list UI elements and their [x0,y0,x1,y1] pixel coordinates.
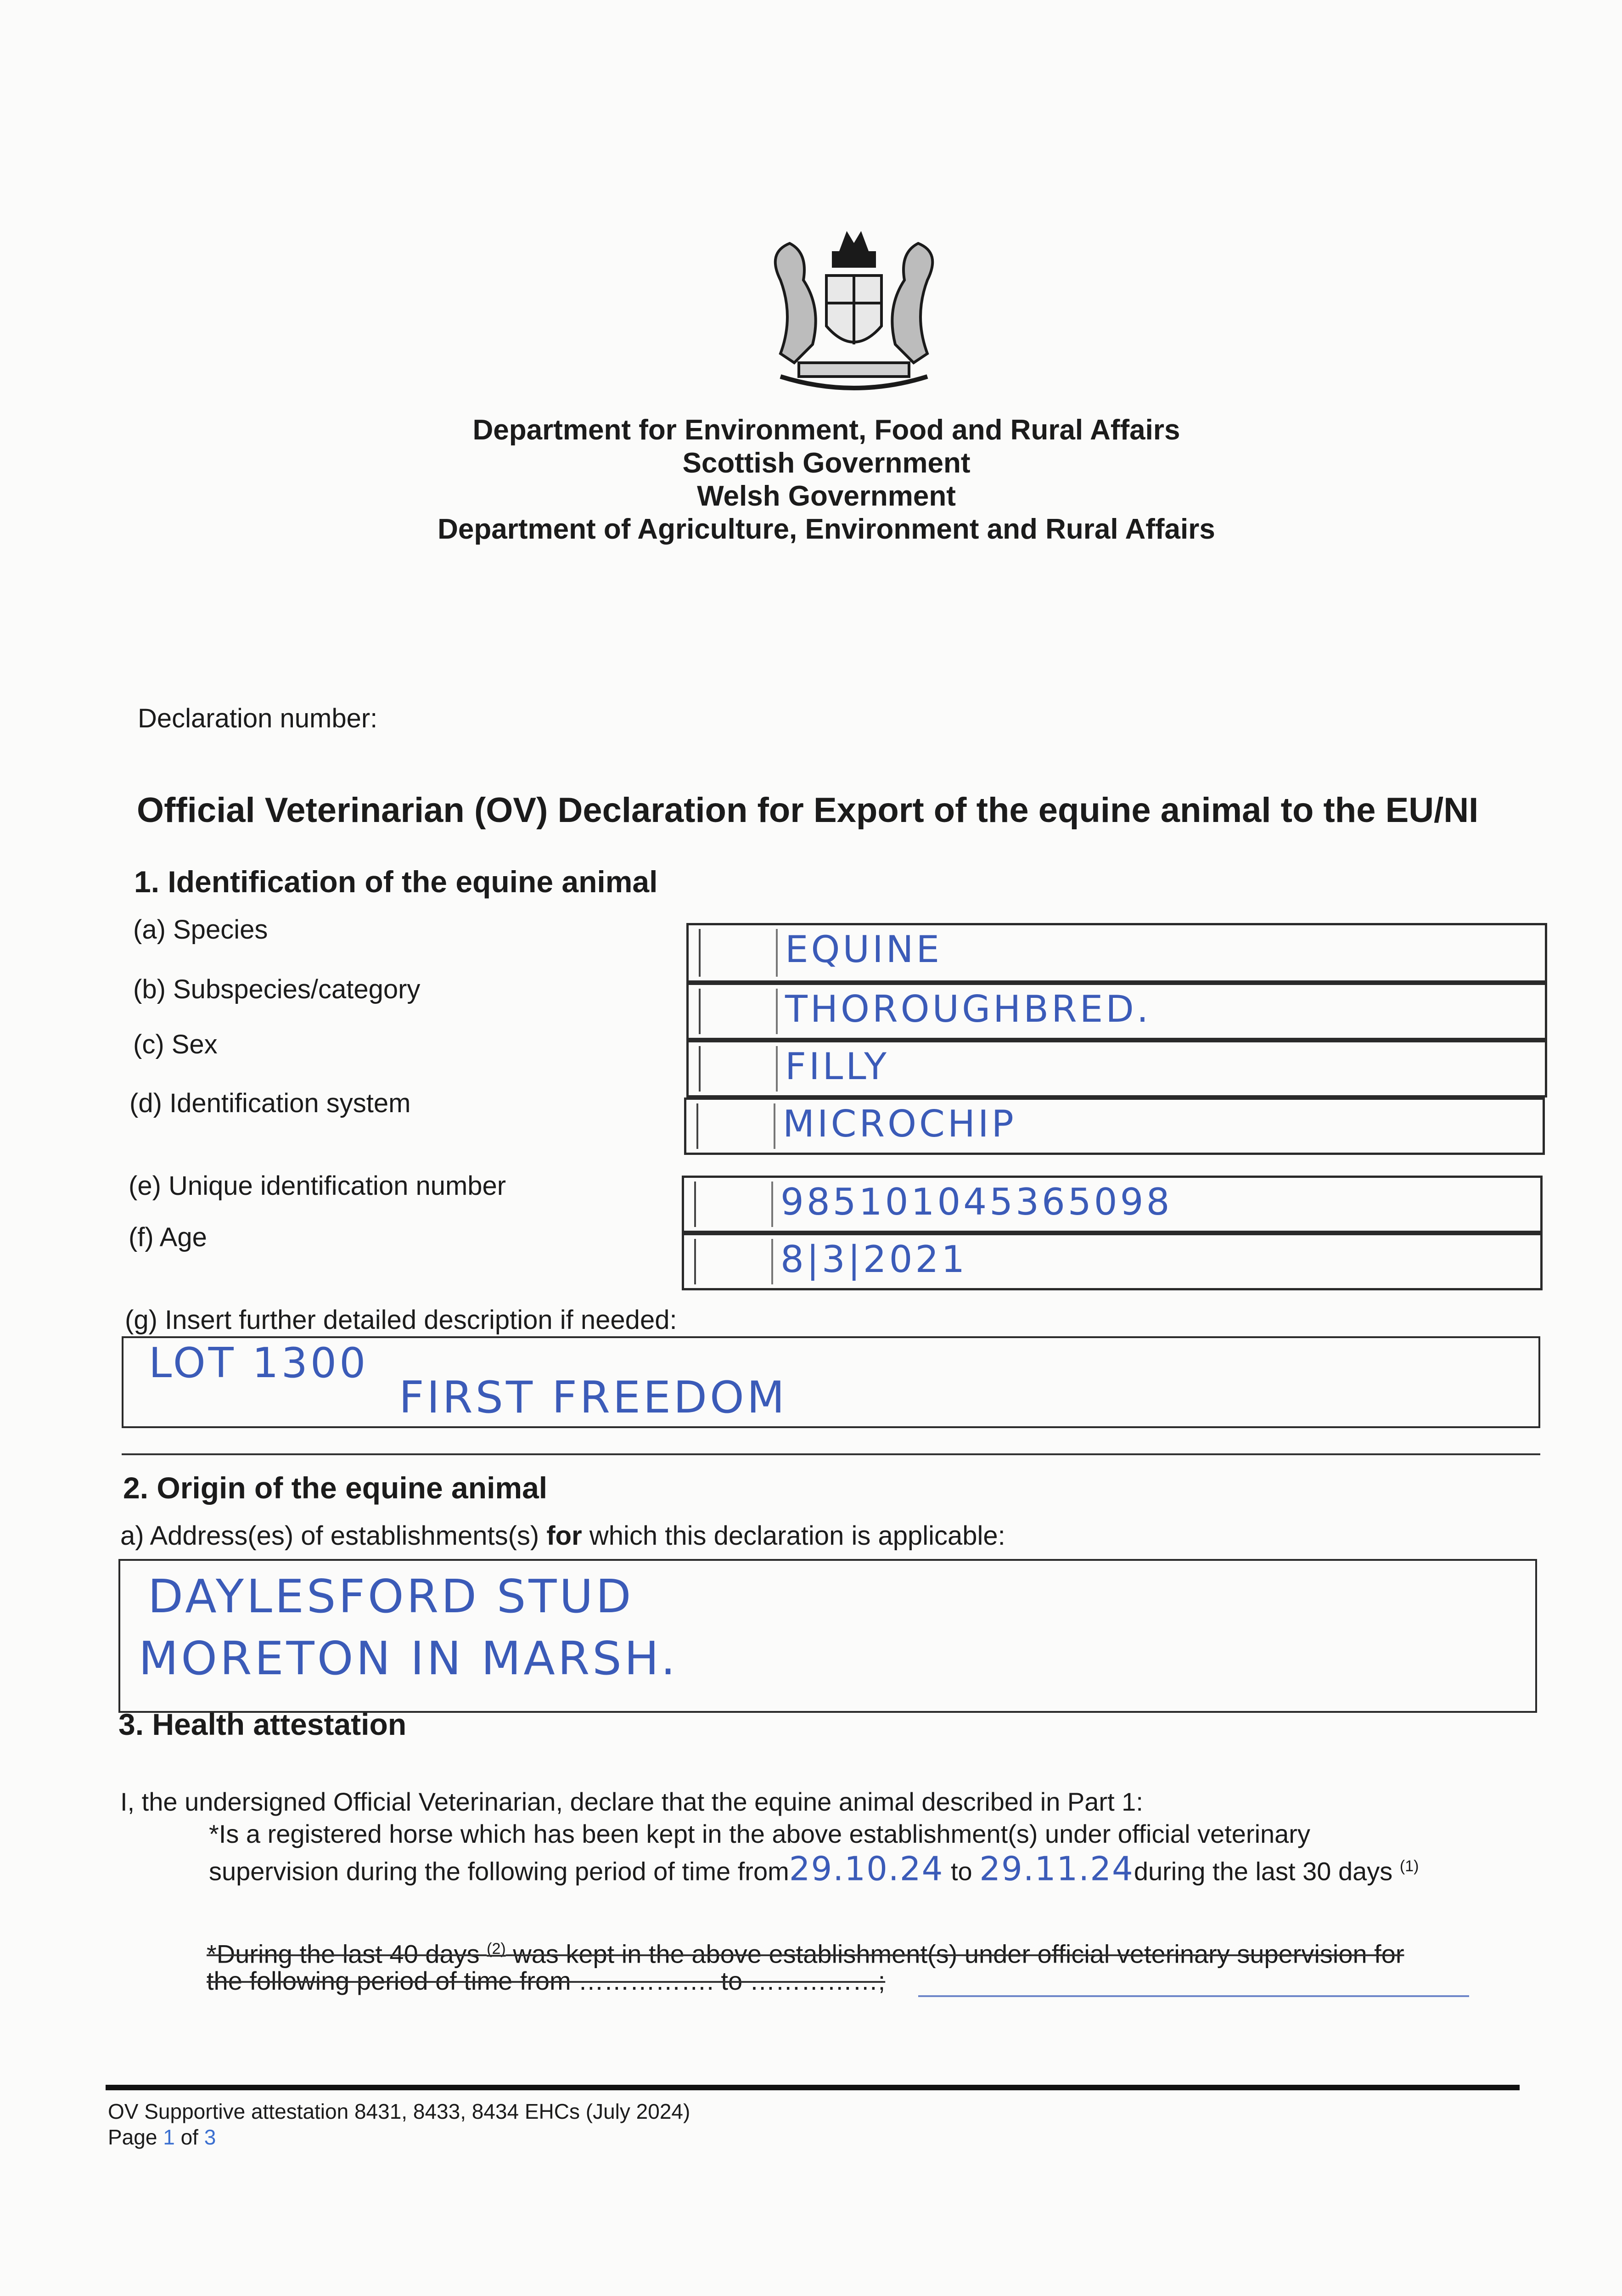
field-value-species: EQUINE [785,928,943,971]
attestation-para2-line1 [207,1933,1404,1970]
footnote-1: (1) [1399,1857,1419,1875]
field-box-species [686,923,1547,983]
address-line1: DAYLESFORD STUD [148,1570,634,1623]
field-label-sex: (c) Sex [133,1030,218,1059]
section-divider [122,1453,1540,1455]
field-label-species: (a) Species [133,915,268,945]
field-label-subspecies: (b) Subspecies/category [133,974,421,1004]
footer-rule [106,2085,1520,2090]
field-value-uid: 985101045365098 [780,1181,1173,1223]
health-intro: I, the undersigned Official Veterinarian, declare that the equine animal described in Part 1: [120,1787,1143,1816]
field-label-id-system: (d) Identification system [129,1088,411,1118]
dept-line-1: Department for Environment, Food and Rural Affairs [472,414,1180,446]
date-to-value: 29.11.24 [979,1849,1134,1888]
attestation-para1-line2 [209,1851,1419,1887]
royal-coat-of-arms-icon [753,225,955,400]
section2-heading: 2. Origin of the equine animal [123,1471,548,1505]
address-label-post: which this declaration is applicable: [589,1521,1005,1551]
handwritten-strike-line [918,1995,1469,1997]
field-value-sex: FILLY [785,1045,889,1088]
address-label-bold: for [546,1521,582,1551]
dept-line-3: Welsh Government [697,480,956,512]
footnote-2: (2) [487,1940,506,1958]
field-value-id-system: MICROCHIP [783,1103,1016,1145]
address-label [120,1520,1005,1552]
field-box-subspecies [686,983,1547,1040]
para2-last40-text: *During the last 40 days [207,1939,480,1969]
date-from-value: 29.10.24 [789,1849,944,1888]
declaration-number-label: Declaration number: [138,703,378,733]
page-total: 3 [204,2125,216,2149]
page-word: Page [108,2125,157,2149]
field-box-uid [682,1176,1543,1233]
of-word: of [180,2125,198,2149]
dept-line-4: Department of Agriculture, Environment and Rural Affairs [438,513,1215,545]
field-label-uid: (e) Unique identification number [129,1171,506,1201]
footer-page [108,2124,216,2150]
further-description-label: (g) Insert further detailed description if needed: [125,1305,677,1335]
para1-last30-text: during the last 30 days [1134,1857,1393,1886]
para2-establishment-text: was kept in the above establishment(s) under official veterinary supervision for [513,1939,1404,1969]
section3-heading: 3. Health attestation [118,1707,407,1741]
field-label-age: (f) Age [129,1222,207,1252]
attestation-para2-line2: the following period of time from ……………. to ……………; [207,1966,886,1995]
field-value-age: 8|3|2021 [780,1238,968,1281]
attestation-para1-line1: *Is a registered horse which has been kept in the above establishment(s) under official veterinary [209,1819,1310,1848]
address-box [118,1559,1537,1713]
field-box-id-system [684,1097,1545,1155]
footer-line1: OV Supportive attestation 8431, 8433, 8434 EHCs (July 2024) [108,2099,690,2123]
address-line2: MORETON IN MARSH. [139,1632,678,1685]
field-value-subspecies: THOROUGHBRED. [785,988,1151,1030]
further-description-box [122,1336,1540,1428]
para1-period-text: supervision during the following period of time from [209,1857,789,1886]
dept-line-2: Scottish Government [682,447,971,479]
field-box-age [682,1233,1543,1290]
address-label-pre: a) Address(es) of establishments(s) [120,1521,539,1551]
further-description-line2: FIRST FREEDOM [399,1373,787,1423]
further-description-line1: LOT 1300 [149,1339,369,1387]
section1-heading: 1. Identification of the equine animal [134,865,658,899]
field-box-sex [686,1040,1547,1097]
document-title: Official Veterinarian (OV) Declaration for Export of the equine animal to the EU/NI [137,791,1479,830]
para1-to-text: to [950,1857,972,1886]
page-number: 1 [163,2125,175,2149]
